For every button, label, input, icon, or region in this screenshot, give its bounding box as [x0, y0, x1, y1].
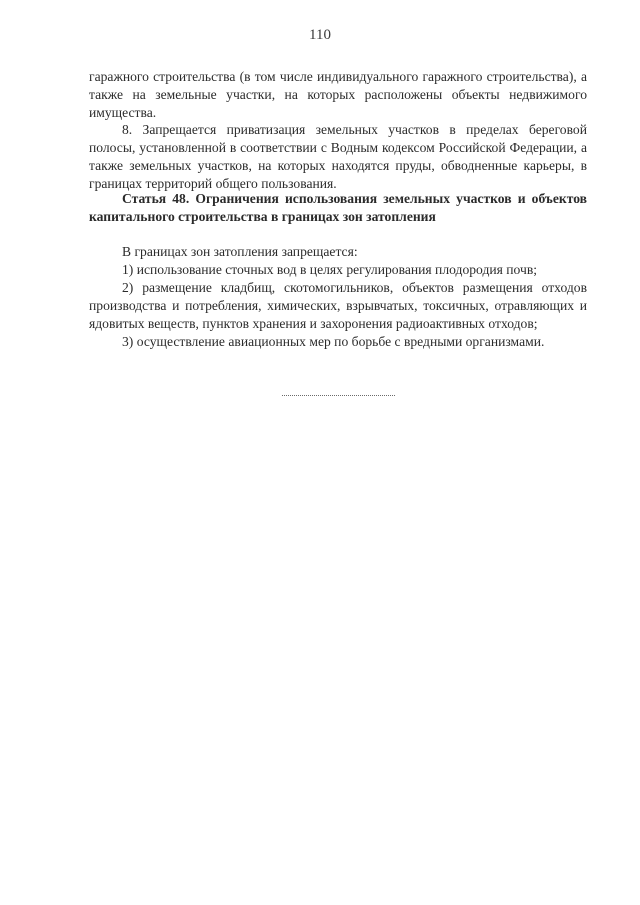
continuation-paragraph: гаражного строительства (в том числе индивидуального гаражного строительства), а также на земельные участки, на которых расположены объекты недвижимого имущества. — [89, 69, 587, 120]
article-heading: Статья 48. Ограничения использования земельных участков и объектов капитального строительства в границах зон затопления — [89, 191, 587, 224]
list-item-1: 1) использование сточных вод в целях регулирования плодородия почв; — [122, 262, 538, 277]
item-8-paragraph: 8. Запрещается приватизация земельных участков в пределах береговой полосы, установленной в соответствии с Водным кодексом Российской Федерации, а также земельных участков, на которых находятся пруды, обводненные карьеры, в границах территорий общего пользования. — [89, 122, 587, 191]
page-number: 110 — [309, 27, 331, 43]
list-item-2: 2) размещение кладбищ, скотомогильников, объектов размещения отходов производства и потребления, химических, взрывчатых, токсичных, отравляющих и ядовитых веществ, пунктов хранения и захоронения радиоактивных отходов; — [89, 280, 587, 331]
article-intro: В границах зон затопления запрещается: — [122, 244, 358, 259]
list-item-3: 3) осуществление авиационных мер по борьбе с вредными организмами. — [122, 334, 545, 349]
article-list — [89, 261, 587, 351]
end-divider — [282, 395, 395, 396]
